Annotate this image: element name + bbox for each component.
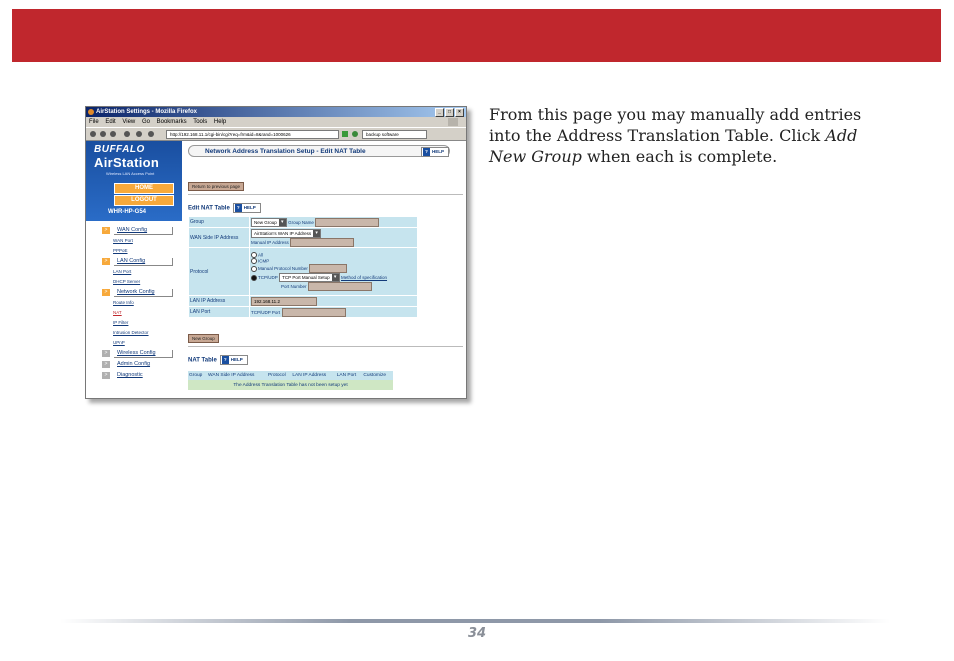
page-title (188, 145, 450, 157)
protocol-manual-radio[interactable] (251, 266, 257, 272)
window-controls (435, 108, 464, 117)
group-select[interactable]: New Group ▾ (251, 218, 287, 227)
help-button[interactable]: ? HELP (220, 355, 248, 365)
brand-logo: BUFFALO (94, 144, 145, 155)
go-icon[interactable] (342, 131, 348, 137)
edit-nat-form (188, 216, 418, 318)
protocol-icmp-radio[interactable] (251, 258, 257, 264)
help-button[interactable]: ? HELP (233, 203, 261, 213)
wan-ip-select[interactable]: AirStation's WAN IP Address ▾ (251, 229, 321, 238)
sidebar-item-upnp[interactable]: UPnP (113, 340, 125, 345)
page-description (489, 104, 889, 167)
menu-tools[interactable]: Tools (193, 119, 208, 125)
lan-port-label: LAN Port (189, 307, 250, 318)
tcp-port-select[interactable]: TCP Port Manual Setup ▾ (279, 273, 339, 282)
protocol-manual-label: Manual (258, 266, 273, 272)
col-lan-port: LAN Port (336, 371, 363, 380)
lan-ip-input[interactable]: 192.168.11.2 (251, 297, 317, 306)
protocol-label: Protocol (189, 248, 250, 296)
sidebar-item-label: LAN Config (117, 258, 146, 264)
sidebar-item-wireless-config[interactable] (86, 348, 182, 359)
menu-bookmarks[interactable]: Bookmarks (156, 119, 187, 125)
manual-ip-input[interactable] (290, 238, 354, 247)
sidebar (86, 141, 182, 398)
sidebar-item-lan-port[interactable]: LAN Port (113, 269, 132, 274)
menu-view[interactable]: View (122, 119, 136, 125)
chevron-right-icon: > (102, 258, 110, 265)
sidebar-item-label: Admin Config (117, 361, 151, 367)
protocol-all-radio[interactable] (251, 252, 257, 258)
sidebar-item-label: Wireless Config (117, 350, 156, 356)
lan-ip-label: LAN IP Address (189, 296, 250, 307)
col-group: Group (188, 371, 207, 380)
lan-ip-cell (250, 296, 418, 307)
sidebar-menu (86, 225, 182, 381)
nat-table (188, 371, 393, 390)
nat-table-heading (188, 355, 248, 365)
col-protocol: Protocol (267, 371, 291, 380)
group-name-input[interactable] (315, 218, 379, 227)
brand-area (86, 141, 182, 221)
sidebar-item-intrusion-detector[interactable]: Intrusion Detector (113, 330, 149, 335)
page-title-text: Network Address Translation Setup - Edit NAT Table (205, 148, 366, 155)
sidebar-item-wan-config[interactable] (86, 225, 182, 236)
header-red-bar (12, 9, 941, 62)
dropdown-icon[interactable] (110, 131, 116, 137)
description-text-2: when each is complete. (581, 147, 778, 166)
chevron-right-icon: > (102, 350, 110, 357)
lan-port-input[interactable] (282, 308, 346, 317)
chevron-right-icon: > (102, 289, 110, 296)
stop-icon[interactable] (136, 131, 142, 137)
new-group-button[interactable]: New Group (188, 334, 219, 343)
product-logo: AirStation (94, 155, 160, 170)
protocol-icmp-label: ICMP (258, 258, 270, 264)
wan-ip-label: WAN Side IP Address (189, 228, 250, 248)
protocol-number-label: Protocol Number (274, 266, 308, 272)
col-lan-ip: LAN IP Address (291, 371, 335, 380)
footer-line (60, 619, 890, 623)
col-customize: Customize (362, 371, 393, 380)
model-name: WHR-HP-G54 (108, 209, 147, 215)
home-icon[interactable] (148, 131, 154, 137)
sidebar-item-network-config[interactable] (86, 287, 182, 298)
group-cell (250, 217, 418, 228)
maximize-icon[interactable]: □ (445, 108, 454, 117)
col-wan-ip: WAN Side IP Address (207, 371, 267, 380)
throbber-icon (448, 118, 458, 126)
sidebar-item-ip-filter[interactable]: IP Filter (113, 320, 129, 325)
home-button[interactable]: HOME (114, 183, 174, 194)
port-number-label: Port Number (281, 284, 307, 290)
bookmark-backup-software[interactable]: backup software (362, 130, 427, 139)
protocol-tcpudp-label: TCP/UDP (258, 275, 278, 281)
manual-ip-label: Manual IP Address (251, 239, 289, 245)
description-emphasis: Add New Group (489, 126, 858, 166)
page-number: 34 (467, 626, 487, 641)
sidebar-item-pppoe[interactable]: PPPoE (113, 248, 128, 253)
menu-bar (86, 117, 466, 127)
sidebar-item-lan-config[interactable] (86, 256, 182, 267)
page-content (86, 141, 466, 398)
window-title: AirStation Settings - Mozilla Firefox (96, 109, 198, 115)
main-panel (188, 141, 463, 398)
protocol-number-input[interactable] (309, 264, 347, 273)
lan-port-cell (250, 307, 418, 318)
sidebar-item-diagnostic[interactable] (86, 370, 182, 381)
return-button[interactable]: Return to previous page (188, 182, 244, 191)
port-number-input[interactable] (308, 282, 372, 291)
sidebar-item-label: WAN Config (117, 227, 148, 233)
sidebar-item-wan-port[interactable]: WAN Port (113, 238, 133, 243)
method-link[interactable]: Method of specification (341, 275, 388, 281)
bookmark-icon (352, 131, 358, 137)
menu-file[interactable]: File (89, 119, 99, 125)
chevron-right-icon: > (102, 361, 110, 368)
protocol-tcpudp-radio[interactable] (251, 275, 257, 281)
browser-screenshot (85, 106, 467, 399)
divider (188, 346, 463, 347)
group-name-label: Group Name (288, 219, 314, 225)
chevron-right-icon: > (102, 372, 110, 379)
menu-go[interactable]: Go (141, 119, 150, 125)
firefox-icon (88, 109, 94, 115)
nat-table-heading-text: NAT Table (188, 357, 217, 364)
nav-toolbar (86, 127, 466, 141)
tcpudp-port-label: TCP/UDP Port (251, 309, 281, 315)
product-tagline: Wireless LAN Access Point (106, 171, 155, 176)
wan-ip-cell (250, 228, 418, 248)
close-icon[interactable]: × (455, 108, 464, 117)
forward-icon[interactable] (100, 131, 106, 137)
protocol-all-label: All (258, 252, 264, 257)
reload-icon[interactable] (124, 131, 130, 137)
group-label: Group (189, 217, 250, 228)
url-input[interactable]: http://192.168.11.1/cgi-bin/cgi?req=frm&id=8&rand=1000626 (166, 130, 339, 139)
sidebar-item-dhcp-server[interactable]: DHCP Server (113, 279, 141, 284)
edit-nat-heading-text: Edit NAT Table (188, 205, 230, 212)
logout-button[interactable]: LOGOUT (114, 195, 174, 206)
sidebar-item-label: Network Config (117, 289, 155, 295)
nat-table-empty-message: The Address Translation Table has not been setup yet (188, 380, 393, 390)
sidebar-item-nat[interactable]: NAT (113, 310, 122, 315)
minimize-icon[interactable]: _ (435, 108, 444, 117)
description-text-1: From this page you may manually add entries into the Address Translation Table. Click (489, 105, 862, 145)
divider (188, 194, 463, 195)
protocol-cell (250, 248, 418, 296)
back-icon[interactable] (90, 131, 96, 137)
chevron-right-icon: > (102, 227, 110, 234)
sidebar-item-label: Diagnostic (117, 372, 143, 378)
menu-help[interactable]: Help (213, 119, 227, 125)
menu-edit[interactable]: Edit (105, 119, 116, 125)
sidebar-item-admin-config[interactable] (86, 359, 182, 370)
window-titlebar (86, 107, 466, 117)
edit-nat-heading (188, 203, 261, 213)
help-button[interactable]: ? HELP (421, 147, 449, 157)
sidebar-item-route-info[interactable]: Route Info (113, 300, 134, 305)
